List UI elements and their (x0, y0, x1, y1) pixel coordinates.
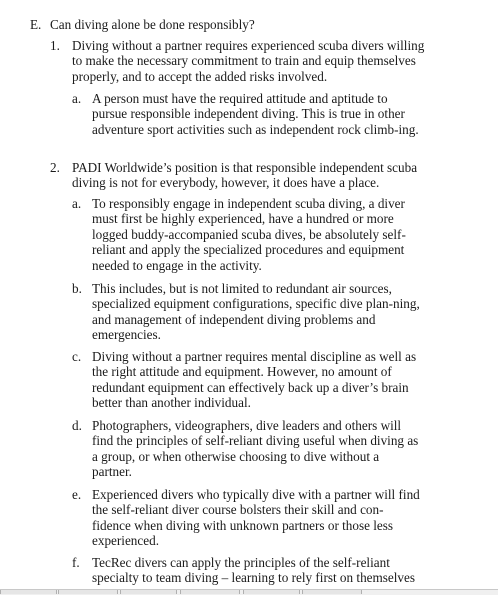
section-heading-text: Can diving alone be done responsibly? (50, 17, 255, 32)
list-item-text: Photographers, videographers, dive leaders and others will find the principles of self-reliant diving useful when diving as a group, or when otherwise choosing to dive without a partner. (92, 418, 419, 480)
list-item-2e (72, 487, 422, 549)
list-item-text: To responsibly engage in independent scuba diving, a diver must first be highly experienced, have a hundred or more logged buddy-accompanied scuba dives, be absolutely self-reliant and apply the specialized procedures and equipment needed to engage in the activity. (92, 196, 406, 273)
list-marker: 2. (50, 160, 60, 175)
list-item-2d (72, 418, 422, 480)
list-item-2 (50, 160, 430, 191)
list-item-text: PADI Worldwide’s position is that responsible independent scuba diving is not for everybody, however, it does have a place. (72, 160, 418, 191)
list-marker: a. (72, 91, 82, 106)
taskbar-tab[interactable] (302, 590, 362, 594)
list-item-text: TecRec divers can apply the principles of the self-reliant specialty to team diving – learning to rely first on themselves (92, 555, 416, 586)
taskbar-tab[interactable] (58, 590, 118, 594)
taskbar-tab[interactable] (180, 590, 240, 594)
list-item-2a (72, 196, 422, 273)
section-heading-e (30, 17, 470, 32)
list-marker: d. (72, 418, 82, 433)
taskbar-tab[interactable] (243, 590, 300, 594)
list-item-text: Experienced divers who typically dive with a partner will find the self-reliant diver course bolsters their skill and con-fidence when diving with unknown partners or those less experienced. (92, 487, 420, 549)
taskbar-tab[interactable] (120, 590, 177, 594)
list-marker: e. (72, 487, 82, 502)
list-item-1 (50, 38, 430, 84)
list-item-2b (72, 281, 422, 343)
list-marker: 1. (50, 38, 60, 53)
list-marker: f. (72, 555, 80, 570)
list-marker: a. (72, 196, 82, 211)
taskbar-tab[interactable] (0, 590, 57, 594)
list-marker: c. (72, 349, 82, 364)
list-item-2c (72, 349, 422, 411)
list-item-2f (72, 555, 422, 586)
list-item-text: Diving without a partner requires experienced scuba divers willing to make the necessary commitment to train and equip themselves properly, and to accept the added risks involved. (72, 38, 425, 84)
taskbar-strip (0, 589, 498, 595)
list-item-text: Diving without a partner requires mental discipline as well as the right attitude and equipment. However, no amount of redundant equipment can effectively back up a diver’s brain better than another individual. (92, 349, 417, 411)
section-marker: E. (30, 17, 42, 32)
list-item-1a (72, 91, 422, 137)
list-item-text: This includes, but is not limited to redundant air sources, specialized equipment configurations, specific dive plan-ning, and management of independent diving problems and emergencies. (92, 281, 420, 343)
list-marker: b. (72, 281, 82, 296)
list-item-text: A person must have the required attitude and aptitude to pursue responsible independent diving. This is true in other adventure sport activities such as independent rock climb-ing. (92, 91, 419, 137)
